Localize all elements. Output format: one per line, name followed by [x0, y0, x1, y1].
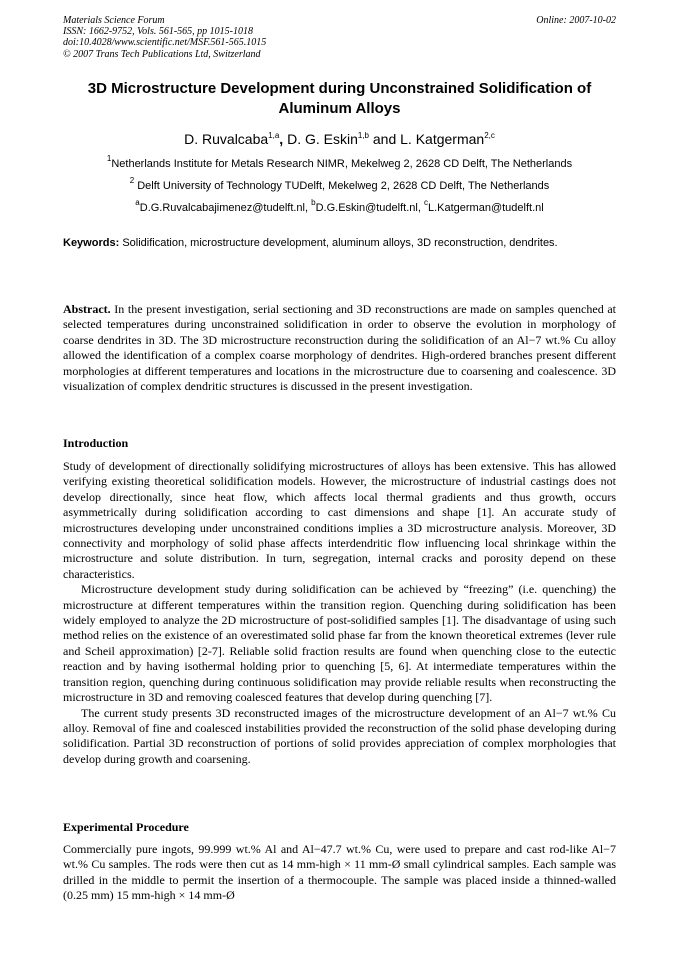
author-email: L.Katgerman@tudelft.nl: [427, 202, 544, 214]
affiliation-1: [63, 154, 616, 171]
affiliation-text: Delft University of Technology TUDelft, Mekelweg 2, 2628 CD Delft, The Netherlands: [137, 180, 550, 192]
author-name: L. Katgerman: [400, 131, 485, 147]
keywords-section: [63, 236, 616, 251]
author-superscript: 2,c: [484, 131, 495, 140]
journal-issn: ISSN: 1662-9752, Vols. 561-565, pp 1015-1018: [63, 26, 253, 38]
abstract-section: [63, 302, 616, 394]
affiliation-2: [63, 176, 616, 193]
journal-header: [63, 15, 616, 60]
affiliation-superscript: 1: [106, 154, 112, 163]
journal-doi: doi:10.4028/www.scientific.net/MSF.561-565.1015: [63, 37, 267, 49]
email-superscript: b: [311, 198, 316, 207]
author-conjunction: and: [372, 131, 397, 147]
keywords-label: Keywords:: [63, 237, 120, 249]
paper-title-line-1: 3D Microstructure Development during Unconstrained Solidification of: [87, 80, 592, 97]
author-email: D.G.Ruvalcabajimenez@tudelft.nl,: [139, 202, 309, 214]
abstract-label: Abstract.: [63, 302, 111, 316]
paper-title: [63, 79, 616, 119]
journal-name: Materials Science Forum: [63, 15, 165, 26]
introduction-paragraph-3: The current study presents 3D reconstructed images of the microstructure development of an Al−7 wt.% Cu alloy. Removal of fine and coalesced instabilities provided the reconstruction of the solid phase developing during solidification. Partial 3D reconstruction of portions of solid provides appreciation of complex morphologies that develop during growth and coarsening.: [63, 705, 616, 766]
author-email: D.G.Eskin@tudelft.nl,: [315, 202, 421, 214]
paper-title-line-2: Aluminum Alloys: [278, 100, 401, 117]
affiliation-superscript: 2: [129, 176, 135, 185]
email-superscript: c: [423, 198, 428, 207]
introduction-heading: Introduction: [63, 436, 129, 450]
author-list: D. Ruvalcaba$^{1,a}$, D. G. Eskin$^{1,b}$ and L. Katgerman$^{2,c}$: [184, 131, 495, 147]
experimental-body: [63, 842, 616, 904]
abstract-text: In the present investigation, serial sectioning and 3D reconstructions are made on samples quenched at selected temperatures during unconstrained solidification in order to observe the evolution in morphology of coarse dendrites in 3D. The 3D microstructure reconstruction during the solidification of an Al−7 wt.% Cu alloy allowed the identification of a complex coarse morphology of dendrites. High-ordered branches present different morphologies at different temperatures and locations in the microstructure due to coarsening and coalescence. 3D visualization of complex dendritic structures is discussed in the present investigation.: [63, 302, 616, 394]
keywords-text: Solidification, microstructure development, aluminum alloys, 3D reconstruction, dendrites.: [122, 237, 558, 249]
author-superscript: 1,b: [357, 131, 369, 140]
author-emails: [63, 198, 616, 215]
author-name: D. Ruvalcaba: [184, 131, 269, 147]
introduction-paragraph-2: Microstructure development study during solidification can be achieved by “freezing” (i.e. quenching) the microstructure at different temperatures within the transition region. Quenching during solidification has been widely employed to analyze the 2D microstructure of post-solidified samples [1]. The disadvantage of using such method relies on the existence of an overestimated solid phase far from the known theoretical extremes (lever rule and Scheil approximation) [2-7]. Reliable solid fraction results are found when quenching close to the eutectic reaction and by having isothermal holding prior to quenching [5, 6]. At intermediate temperatures within the transition region, quenching during continuous solidification may provide reliable results when reconstructing the microstructure in 3D and removing coalesced features that develop during quenching [7].: [63, 582, 616, 705]
affiliation-text: Netherlands Institute for Metals Research NIMR, Mekelweg 2, 2628 CD Delft, The Netherlands: [111, 158, 573, 170]
introduction-body: [63, 459, 616, 767]
introduction-paragraph-1: Study of development of directionally solidifying microstructures of alloys has been extensive. This has allowed verifying existing theoretical solidification models. However, the microstructure of industrial castings does not develop directionally, since heat flow, which affects local thermal gradients and thus growth, occurs asymmetrically during solidification according to cast dimensions and shape [1]. An accurate study of microstructures developing under unconstrained conditions implies a 3D microstructure analysis. Moreover, 3D connectivity and morphology of solid phase affects interdendritic flow influencing local shrinkage within the microstructure and solute distribution. In turn, segregation, internal cracks and porosity depend on these characteristics.: [63, 459, 616, 581]
author-name: D. G. Eskin: [287, 131, 358, 147]
online-date: Online: 2007-10-02: [536, 15, 616, 26]
experimental-paragraph-1: Commercially pure ingots, 99.999 wt.% Al and Al−47.7 wt.% Cu, were used to prepare and cast rod-like Al−7 wt.% Cu samples. The rods were then cut as 14 mm-high × 11 mm-Ø small cylindrical samples. Each sample was drilled in the middle to permit the insertion of a thermocouple. The sample was placed inside a thinned-walled (0.25 mm) 15 mm-high × 14 mm-Ø: [63, 842, 616, 903]
experimental-heading: Experimental Procedure: [63, 820, 189, 834]
journal-copyright: © 2007 Trans Tech Publications Ltd, Switzerland: [63, 48, 261, 60]
author-superscript: 1,a: [268, 131, 280, 140]
email-superscript: a: [135, 198, 140, 207]
